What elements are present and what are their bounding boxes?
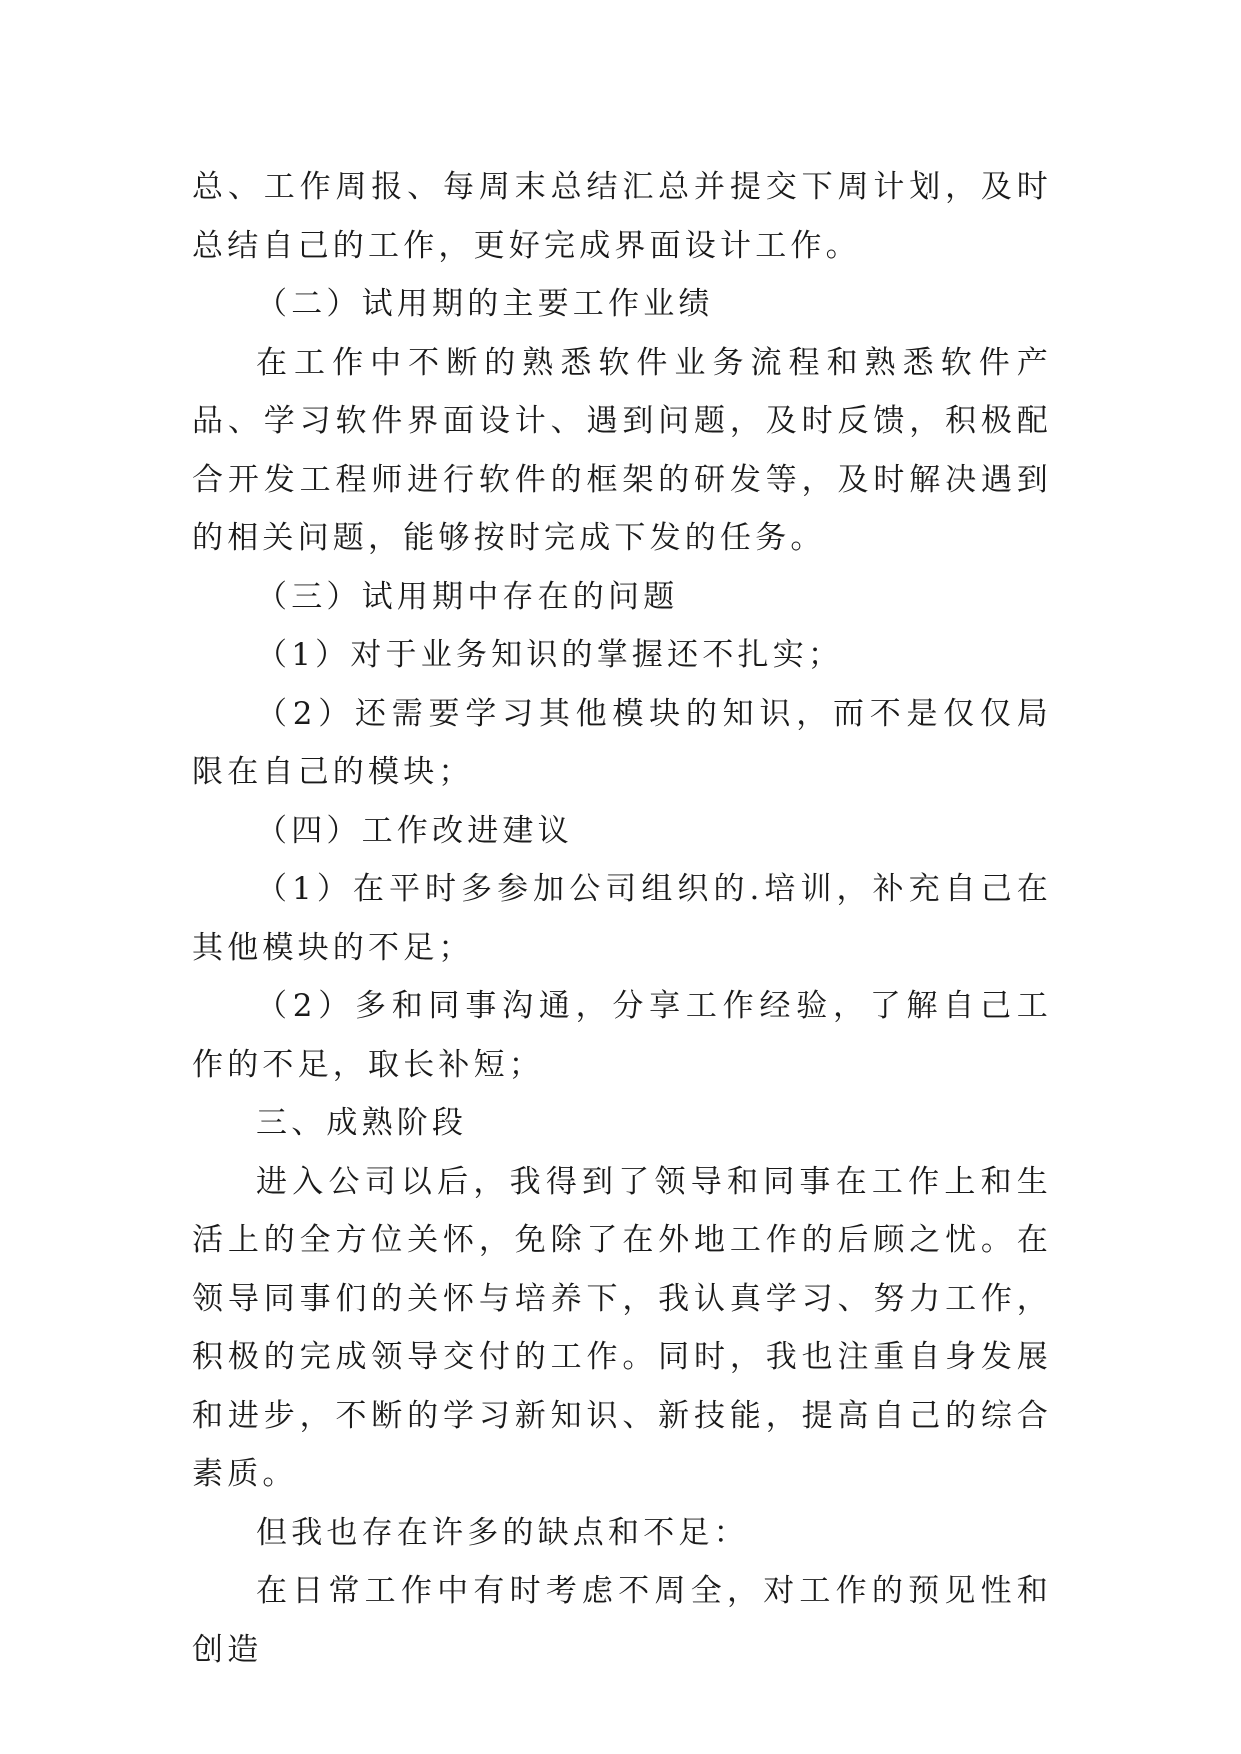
section-heading-probation-achievements: （二）试用期的主要工作业绩 [256,286,714,322]
paragraph-achievements: 在工作中不断的熟悉软件业务流程和熟悉软件产品、学习软件界面设计、遇到问题，及时反馈，积极配合开发工程师进行软件的框架的研发等，及时解决遇到的相关问题，能够按时完成下发的任务。 [192,344,1052,556]
section-heading-probation-problems: （三）试用期中存在的问题 [256,578,679,615]
suggestion-item-1: （1）在平时多参加公司组织的.培训，补充自己在其他模块的不足； [192,871,1052,966]
paragraph-shortcomings-intro: 但我也存在许多的缺点和不足： [256,1514,749,1551]
paragraph-maturity: 进入公司以后，我得到了领导和同事在工作上和生活上的全方位关怀，免除了在外地工作的后顾之忧。在领导同事们的关怀与培养下，我认真学习、努力工作，积极的完成领导交付的工作。同时，我也注重自身发展和进步，不断的学习新知识、新技能，提高自己的综合素质。 [192,1163,1052,1492]
paragraph-shortcomings: 在日常工作中有时考虑不周全，对工作的预见性和创造 [192,1573,1052,1668]
section-heading-improvement-suggestions: （四）工作改进建议 [256,812,573,849]
section-heading-maturity-stage: 三、成熟阶段 [256,1105,468,1141]
suggestion-item-2: （2）多和同事沟通，分享工作经验，了解自己工作的不足，取长补短； [192,988,1052,1083]
document-body [192,158,1052,1679]
paragraph-1: 总、工作周报、每周末总结汇总并提交下周计划，及时总结自己的工作，更好完成界面设计工作。 [192,169,1052,264]
problem-item-1: （1）对于业务知识的掌握还不扎实； [256,637,844,673]
problem-item-2: （2）还需要学习其他模块的知识，而不是仅仅局限在自己的模块； [192,695,1052,790]
